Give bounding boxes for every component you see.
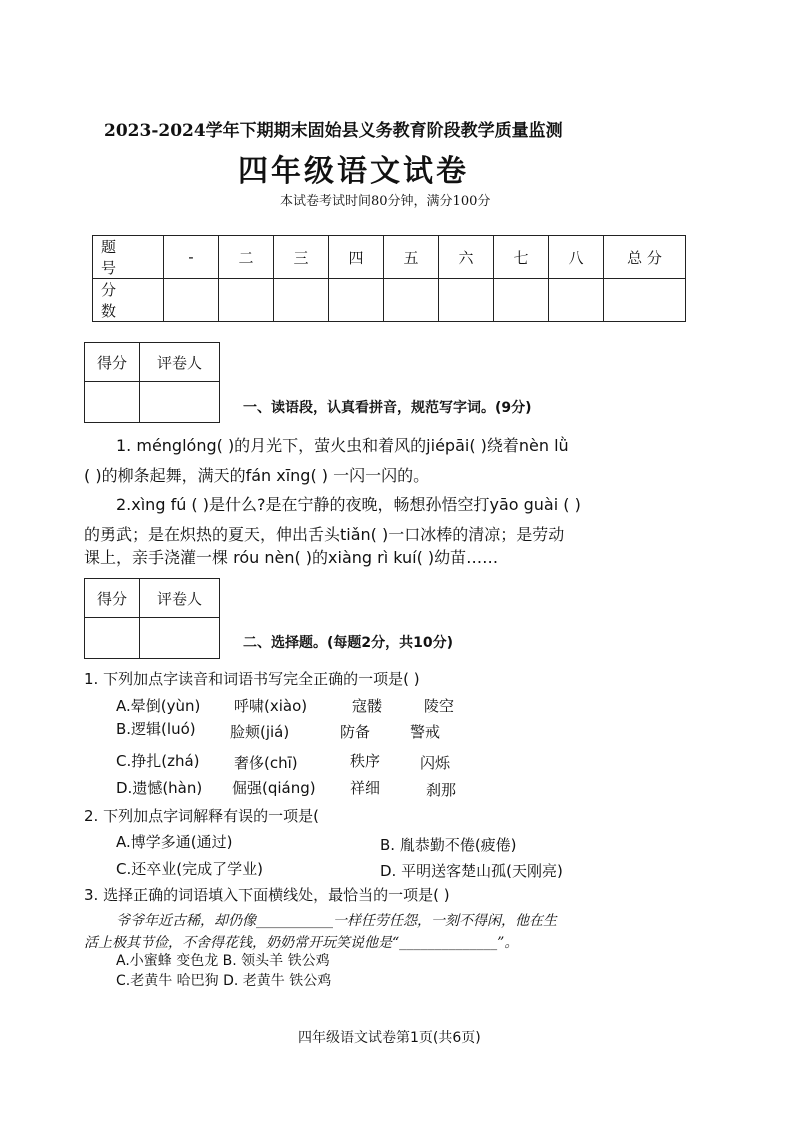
q1-option: 寇髅 (352, 697, 383, 715)
grader-name-label: 评卷人 (140, 343, 220, 382)
q3-passage: 活上极其节俭，不舍得花钱，奶奶常开玩笑说他是“______________”。 (84, 935, 519, 951)
score-table-header-row (93, 236, 686, 279)
score-table (92, 235, 686, 322)
score-table-col: 七 (494, 236, 549, 279)
section-1-line: ( )的柳条起舞，满天的fán xīng( ) 一闪一闪的。 (84, 466, 430, 485)
q3-options: A.小蜜蜂 变色龙 B. 领头羊 铁公鸡 (116, 953, 330, 969)
q1-option: A.晕倒(yùn) (116, 697, 201, 715)
score-table-col: 二 (219, 236, 274, 279)
section-2-heading: 二、选择题。(每题2分，共10分) (243, 635, 454, 651)
q1-option: B.逻辑(luó) (116, 720, 196, 738)
score-table-col: 五 (384, 236, 439, 279)
q1-option: 倔强(qiáng) (232, 779, 316, 797)
q1-option: 闪烁 (420, 754, 451, 772)
q3-stem: 3. 选择正确的词语填入下面横线处，最恰当的一项是( ) (84, 886, 450, 904)
grader-score-cell[interactable] (85, 618, 140, 659)
score-table-col: 六 (439, 236, 494, 279)
grader-score-label: 得分 (85, 343, 140, 382)
q1-option: 祥细 (350, 779, 381, 797)
score-table-row-label: 分 数 (93, 279, 164, 322)
grader-name-label: 评卷人 (140, 579, 220, 618)
q1-stem: 1. 下列加点字读音和词语书写完全正确的一项是( ) (84, 670, 420, 688)
section-1-line: 1. ménglóng( )的月光下，萤火虫和着风的jiépāi( )绕着nèn lǜ (116, 436, 569, 455)
score-table-row-label: 题 号 (93, 236, 164, 279)
q3-passage: 爷爷年近古稀，却仍像___________一样任劳任怨，一刻不得闲，他在生 (116, 913, 557, 929)
score-cell[interactable] (384, 279, 439, 322)
q2-stem: 2. 下列加点字词解释有误的一项是( (84, 807, 319, 825)
score-cell[interactable] (164, 279, 219, 322)
q2-option: B. 胤恭勤不倦(疲倦) (380, 836, 517, 854)
grader-name-cell[interactable] (140, 382, 220, 423)
grader-name-cell[interactable] (140, 618, 220, 659)
score-table-col: 四 (329, 236, 384, 279)
q1-option: D.遗憾(hàn) (116, 779, 203, 797)
score-cell[interactable] (439, 279, 494, 322)
q1-option: 警戒 (410, 723, 441, 741)
q1-option: 刹那 (426, 781, 457, 799)
q1-option: 防备 (340, 723, 371, 741)
page-title: 四年级语文试卷 (238, 154, 469, 189)
score-cell[interactable] (219, 279, 274, 322)
q1-option: 奢侈(chī) (234, 754, 298, 772)
q1-option: 秩序 (350, 752, 381, 770)
score-table-score-row (93, 279, 686, 322)
q1-option: C.挣扎(zhá) (116, 752, 200, 770)
score-cell[interactable] (274, 279, 329, 322)
exam-header-line: 2023-2024学年下期期末固始县义务教育阶段教学质量监测 (104, 121, 563, 141)
q1-option: 陵空 (424, 697, 455, 715)
q2-option: A.博学多通(通过) (116, 833, 233, 851)
score-table-col: 八 (549, 236, 604, 279)
q2-option: C.还卒业(完成了学业) (116, 860, 263, 878)
score-cell[interactable] (604, 279, 686, 322)
exam-subtitle: 本试卷考试时间80分钟，满分100分 (280, 194, 491, 209)
section-1-line: 2.xìng fú ( )是什么?是在宁静的夜晚，畅想孙悟空打yāo guài ( ) (116, 495, 581, 514)
score-cell[interactable] (549, 279, 604, 322)
score-cell[interactable] (329, 279, 384, 322)
q1-option: 呼啸(xiào) (234, 697, 308, 715)
q1-option: 脸颊(jiá) (230, 723, 290, 741)
score-cell[interactable] (494, 279, 549, 322)
grader-box-2 (84, 578, 220, 659)
q3-options: C.老黄牛 哈巴狗 D. 老黄牛 铁公鸡 (116, 973, 332, 989)
section-1-line: 课上，亲手浇灌一棵 róu nèn( )的xiàng rì kuí( )幼苗…… (84, 548, 499, 567)
grader-score-label: 得分 (85, 579, 140, 618)
page-footer: 四年级语文试卷第1页(共6页) (298, 1030, 481, 1046)
score-table-col: - (164, 236, 219, 279)
score-table-col: 三 (274, 236, 329, 279)
grader-score-cell[interactable] (85, 382, 140, 423)
score-table-col-total: 总 分 (604, 236, 686, 279)
q2-option: D. 平明送客楚山孤(天刚亮) (380, 862, 563, 880)
grader-box-1 (84, 342, 220, 423)
section-1-heading: 一、读语段，认真看拼音，规范写字词。(9分) (243, 400, 532, 416)
section-1-line: 的勇武；是在炽热的夏天，伸出舌头tiǎn( )一口冰棒的清凉；是劳动 (84, 525, 565, 544)
